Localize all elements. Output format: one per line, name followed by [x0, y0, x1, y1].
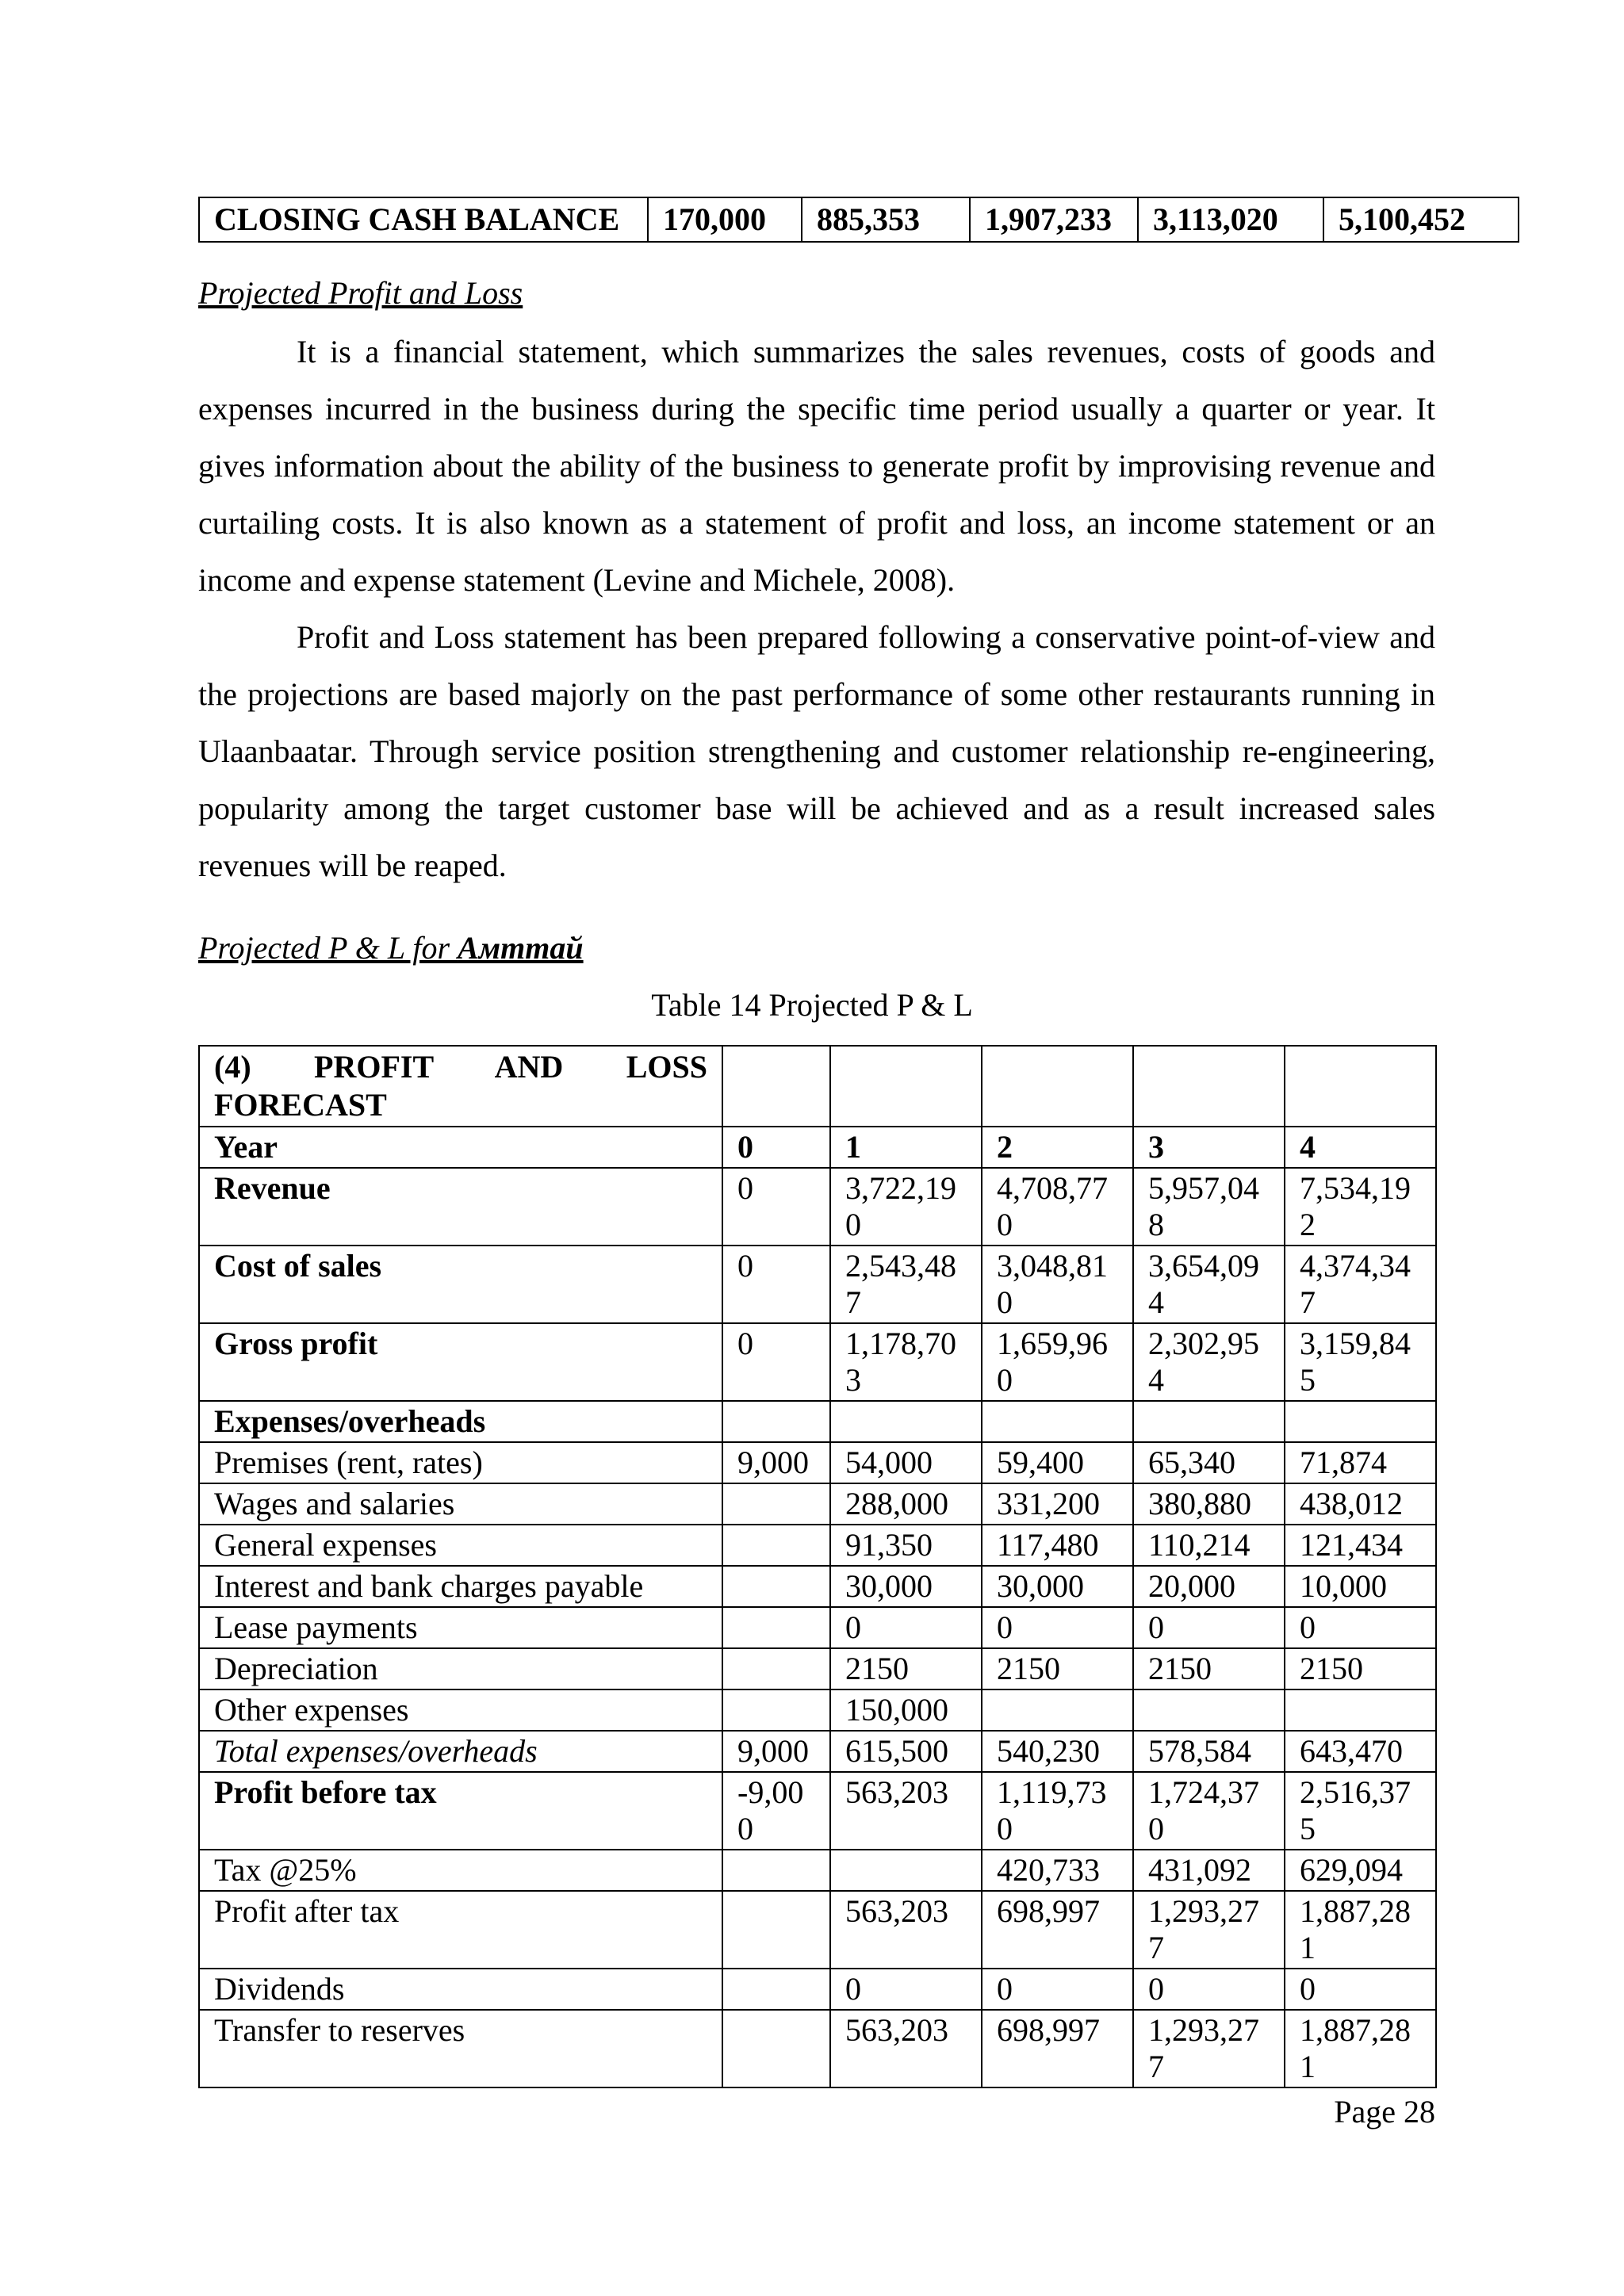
table-cell: [1285, 1401, 1436, 1442]
paragraph-pl-definition: It is a financial statement, which summarizes the sales revenues, costs of goods and expenses incurred in the business during the specific time period usually a quarter or year. It gives information about the ability of the business to generate profit by improvising revenue and curtailing costs. It is also known as a statement of profit and loss, an income statement or an income and expense statement (Levine and Michele, 2008).: [198, 334, 1435, 598]
section-heading-projected-pl-for: [198, 929, 584, 967]
table-cell: 1,293,277: [1133, 1891, 1285, 1969]
closing-cash-balance-value: 5,100,452: [1323, 197, 1519, 242]
table-cell: 0: [1285, 1607, 1436, 1648]
table-cell: [982, 1046, 1133, 1127]
closing-cash-balance-label: CLOSING CASH BALANCE: [199, 197, 648, 242]
row-label: Total expenses/overheads: [199, 1731, 722, 1772]
table-cell: 698,997: [982, 2010, 1133, 2087]
table-cell: 1,887,281: [1285, 1891, 1436, 1969]
table-title-line1: (4) PROFIT AND LOSS: [214, 1049, 707, 1085]
table-row: [199, 1648, 1436, 1689]
table-row: [199, 1689, 1436, 1731]
table-cell: 0: [982, 1969, 1133, 2010]
table-cell: 1,178,703: [830, 1323, 982, 1401]
table-row: [199, 1969, 1436, 2010]
row-label: Premises (rent, rates): [199, 1442, 722, 1483]
table-cell: 7,534,192: [1285, 1168, 1436, 1246]
row-label: Revenue: [199, 1168, 722, 1246]
table-cell: 420,733: [982, 1850, 1133, 1891]
table-cell: 0: [830, 1607, 982, 1648]
table-cell: 0: [982, 1607, 1133, 1648]
row-label: Cost of sales: [199, 1246, 722, 1323]
heading-prefix: Projected P & L for: [198, 930, 458, 966]
row-label: Year: [199, 1127, 722, 1168]
table-cell: 0: [722, 1246, 830, 1323]
table-cell: 2150: [1133, 1648, 1285, 1689]
profit-loss-forecast-table: [198, 1045, 1437, 2088]
closing-cash-balance-value: 1,907,233: [970, 197, 1138, 242]
table-cell: [982, 1689, 1133, 1731]
table-cell: 54,000: [830, 1442, 982, 1483]
table-cell: [830, 1850, 982, 1891]
table-cell: 380,880: [1133, 1483, 1285, 1525]
table-cell: 110,214: [1133, 1525, 1285, 1566]
table-cell: [1133, 1401, 1285, 1442]
table-cell: 1: [830, 1127, 982, 1168]
table-cell: 3,159,845: [1285, 1323, 1436, 1401]
table-cell: [722, 1483, 830, 1525]
table-cell: 2150: [1285, 1648, 1436, 1689]
table-cell: 0: [1133, 1607, 1285, 1648]
table-cell: 150,000: [830, 1689, 982, 1731]
table-row: [199, 1772, 1436, 1850]
table-row: [199, 1246, 1436, 1323]
table-cell: 331,200: [982, 1483, 1133, 1525]
table-cell: 615,500: [830, 1731, 982, 1772]
table-cell: 2,543,487: [830, 1246, 982, 1323]
row-label: Transfer to reserves: [199, 2010, 722, 2087]
table-cell: 1,659,960: [982, 1323, 1133, 1401]
table-cell: [722, 1648, 830, 1689]
section-heading-projected-profit-loss: Projected Profit and Loss: [198, 275, 523, 311]
row-label: General expenses: [199, 1525, 722, 1566]
table-body: [199, 1127, 1436, 2087]
table-cell: [1285, 1046, 1436, 1127]
row-label: Lease payments: [199, 1607, 722, 1648]
table-cell: 91,350: [830, 1525, 982, 1566]
table-row: [199, 1850, 1436, 1891]
table-cell: 0: [722, 1323, 830, 1401]
table-title-cell: [199, 1046, 722, 1127]
table-cell: 71,874: [1285, 1442, 1436, 1483]
table-cell: 59,400: [982, 1442, 1133, 1483]
table-cell: [1133, 1046, 1285, 1127]
table-cell: 578,584: [1133, 1731, 1285, 1772]
table-cell: 2: [982, 1127, 1133, 1168]
row-label: Interest and bank charges payable: [199, 1566, 722, 1607]
table-cell: [1285, 1689, 1436, 1731]
table-cell: 117,480: [982, 1525, 1133, 1566]
table-row: [199, 1323, 1436, 1401]
table-cell: 30,000: [982, 1566, 1133, 1607]
row-label: Dividends: [199, 1969, 722, 2010]
table-row: [199, 1891, 1436, 1969]
table-title-line2: FORECAST: [214, 1087, 387, 1123]
table-cell: 0: [1285, 1969, 1436, 2010]
table-cell: 4,374,347: [1285, 1246, 1436, 1323]
table-cell: [830, 1046, 982, 1127]
table-cell: 9,000: [722, 1731, 830, 1772]
table-row: [199, 1442, 1436, 1483]
row-label: Other expenses: [199, 1689, 722, 1731]
table-row: [199, 1127, 1436, 1168]
table-cell: 5,957,048: [1133, 1168, 1285, 1246]
table-cell: [722, 1850, 830, 1891]
table-cell: 4,708,770: [982, 1168, 1133, 1246]
table-cell: 9,000: [722, 1442, 830, 1483]
table-cell: [722, 1607, 830, 1648]
table-cell: 3,048,810: [982, 1246, 1133, 1323]
table-row: [199, 1168, 1436, 1246]
table-cell: [722, 1401, 830, 1442]
table-row: [199, 1566, 1436, 1607]
closing-cash-balance-value: 885,353: [802, 197, 970, 242]
table-cell: [982, 1401, 1133, 1442]
table-caption: Table 14 Projected P & L: [651, 987, 973, 1023]
row-label: Tax @25%: [199, 1850, 722, 1891]
row-label: Expenses/overheads: [199, 1401, 722, 1442]
table-cell: 0: [722, 1127, 830, 1168]
table-cell: [722, 1969, 830, 2010]
closing-cash-balance-row: [199, 197, 1519, 242]
row-label: Profit before tax: [199, 1772, 722, 1850]
paragraph-pl-preparation: Profit and Loss statement has been prepared following a conservative point-of-view and the projections are based majorly on the past performance of some other restaurants running in Ulaanbaatar. Through service position strengthening and customer relationship re-engineering, popularity among the target customer base will be achieved and as a result increased sales revenues will be reaped.: [198, 619, 1435, 883]
table-cell: 30,000: [830, 1566, 982, 1607]
table-row: [199, 2010, 1436, 2087]
table-cell: 20,000: [1133, 1566, 1285, 1607]
table-cell: -9,000: [722, 1772, 830, 1850]
table-cell: 540,230: [982, 1731, 1133, 1772]
table-cell: [722, 1566, 830, 1607]
table-cell: [722, 1046, 830, 1127]
table-cell: 0: [830, 1969, 982, 2010]
table-cell: 10,000: [1285, 1566, 1436, 1607]
table-row: [199, 1525, 1436, 1566]
table-cell: 65,340: [1133, 1442, 1285, 1483]
closing-cash-balance-table: [198, 197, 1519, 243]
table-cell: 563,203: [830, 2010, 982, 2087]
table-cell: 563,203: [830, 1772, 982, 1850]
row-label: Profit after tax: [199, 1891, 722, 1969]
table-cell: [722, 1525, 830, 1566]
table-cell: 1,119,730: [982, 1772, 1133, 1850]
table-cell: 1,293,277: [1133, 2010, 1285, 2087]
table-cell: 698,997: [982, 1891, 1133, 1969]
table-cell: 3,654,094: [1133, 1246, 1285, 1323]
restaurant-name: Амттай: [458, 930, 584, 966]
table-cell: 431,092: [1133, 1850, 1285, 1891]
table-cell: 438,012: [1285, 1483, 1436, 1525]
table-cell: 121,434: [1285, 1525, 1436, 1566]
table-cell: 2150: [830, 1648, 982, 1689]
table-row: [199, 1401, 1436, 1442]
table-row: [199, 1731, 1436, 1772]
table-row: [199, 1607, 1436, 1648]
table-row: [199, 1483, 1436, 1525]
table-cell: 1,887,281: [1285, 2010, 1436, 2087]
table-cell: [722, 2010, 830, 2087]
row-label: Gross profit: [199, 1323, 722, 1401]
table-cell: 629,094: [1285, 1850, 1436, 1891]
table-cell: 3,722,190: [830, 1168, 982, 1246]
table-cell: [1133, 1689, 1285, 1731]
table-cell: 1,724,370: [1133, 1772, 1285, 1850]
table-cell: 563,203: [830, 1891, 982, 1969]
row-label: Depreciation: [199, 1648, 722, 1689]
table-cell: [830, 1401, 982, 1442]
table-cell: 4: [1285, 1127, 1436, 1168]
table-cell: 2,516,375: [1285, 1772, 1436, 1850]
table-cell: 2,302,954: [1133, 1323, 1285, 1401]
closing-cash-balance-value: 3,113,020: [1138, 197, 1323, 242]
table-cell: 0: [722, 1168, 830, 1246]
row-label: Wages and salaries: [199, 1483, 722, 1525]
table-cell: 3: [1133, 1127, 1285, 1168]
table-cell: 2150: [982, 1648, 1133, 1689]
closing-cash-balance-value: 170,000: [648, 197, 802, 242]
table-cell: [722, 1891, 830, 1969]
table-cell: 0: [1133, 1969, 1285, 2010]
page-number: Page 28: [1334, 2094, 1435, 2130]
table-cell: [722, 1689, 830, 1731]
table-title-row: [199, 1046, 1436, 1127]
table-cell: 288,000: [830, 1483, 982, 1525]
table-cell: 643,470: [1285, 1731, 1436, 1772]
